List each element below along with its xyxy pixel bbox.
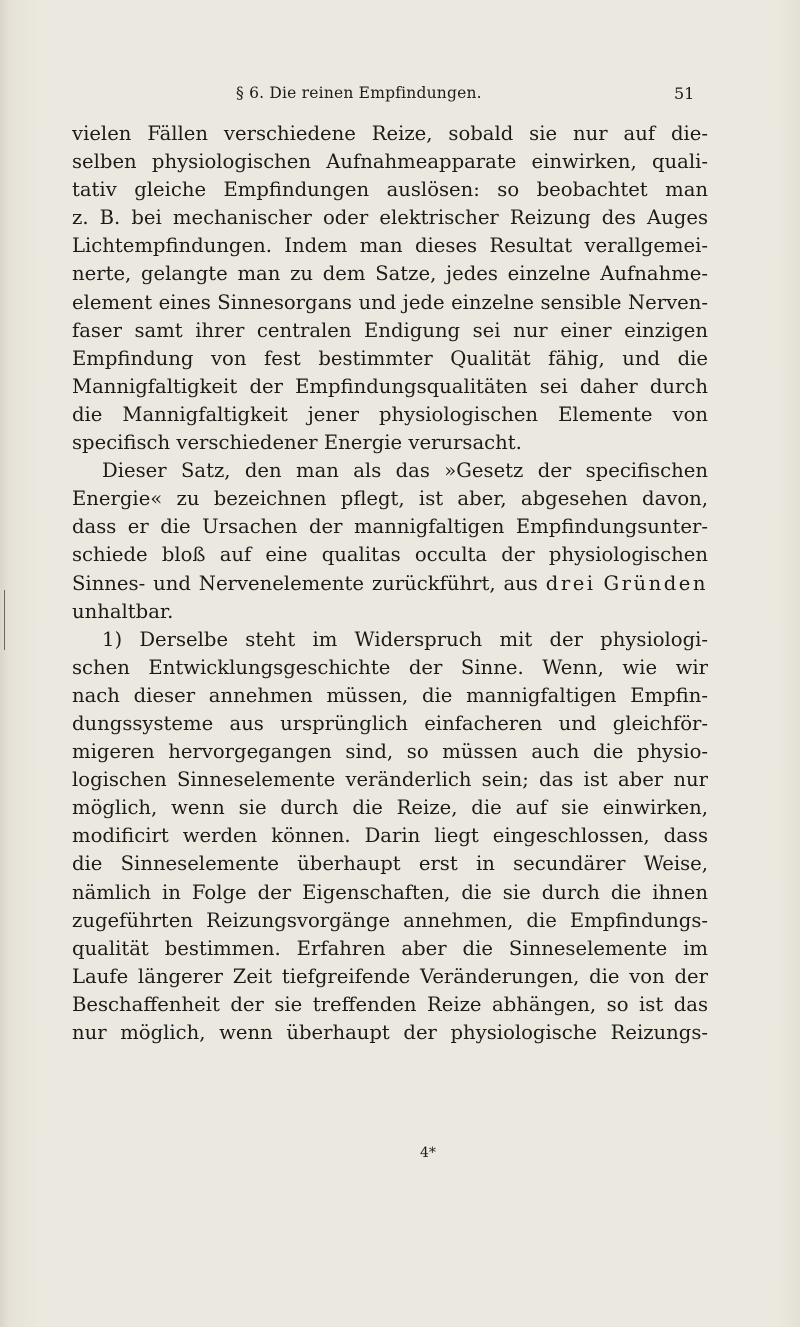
text-line: Empfindung von fest bestimmter Qualität fähig, und die (72, 346, 708, 370)
spaced-word: drei (545, 571, 596, 595)
text-line: die Sinneselemente überhaupt erst in secundärer Weise, (72, 852, 708, 876)
text-line: tativ gleiche Empfindungen auslösen: so beobachtet man (72, 178, 708, 202)
line-text: Sinnes- und Nervenelemente zurückführt, aus (72, 571, 538, 595)
text-line (72, 570, 708, 598)
running-header (0, 84, 800, 108)
text-line: dungssysteme aus ursprünglich einfacheren und gleichför- (72, 711, 708, 735)
text-line: vielen Fällen verschiedene Reize, sobald sie nur auf die- (72, 122, 708, 145)
text-line: migeren hervorgegangen sind, so müssen auch die physio- (72, 740, 708, 764)
text-line: unhaltbar. (72, 599, 174, 623)
text-line: modificirt werden können. Darin liegt eingeschlossen, dass (72, 824, 708, 848)
text-line: Laufe längerer Zeit tiefgreifende Veränderungen, die von der (72, 964, 708, 988)
page-number: 51 (674, 84, 695, 103)
margin-mark (4, 590, 5, 650)
text-line: Mannigfaltigkeit der Empfindungsqualitäten sei daher durch (72, 374, 708, 398)
text-line: z. B. bei mechanischer oder elektrischer Reizung des Auges (72, 206, 708, 230)
text-line: nerte, gelangte man zu dem Satze, jedes einzelne Aufnahme- (72, 262, 708, 286)
text-line: schen Entwicklungsgeschichte der Sinne. Wenn, wie wir (72, 655, 708, 679)
text-line: nämlich in Folge der Eigenschaften, die sie durch die ihnen (72, 880, 708, 904)
text-line: Energie« zu bezeichnen pflegt, ist aber, abgesehen davon, (72, 487, 708, 511)
text-line: Beschaffenheit der sie treffenden Reize abhängen, so ist das (72, 992, 708, 1016)
signature-mark: 4* (420, 1145, 436, 1161)
text-line: 1) Derselbe steht im Widerspruch mit der physiologi- (102, 627, 708, 651)
running-title: § 6. Die reinen Empfindungen. (236, 84, 482, 102)
text-line: logischen Sinneselemente veränderlich sein; das ist aber nur (72, 768, 708, 792)
text-line: faser samt ihrer centralen Endigung sei nur einer einzigen (72, 318, 708, 342)
text-line: dass er die Ursachen der mannigfaltigen Empfindungsunter- (72, 515, 708, 539)
text-line: Lichtempfindungen. Indem man dieses Resultat verallgemei- (72, 234, 708, 258)
text-line: nach dieser annehmen müssen, die mannigfaltigen Empfin- (72, 683, 708, 707)
text-line: element eines Sinnesorgans und jede einzelne sensible Nerven- (72, 290, 708, 314)
text-line: möglich, wenn sie durch die Reize, die auf sie einwirken, (72, 796, 708, 820)
text-line: Dieser Satz, den man als das »Gesetz der specifischen (102, 459, 708, 483)
spaced-word: Gründen (603, 571, 708, 595)
text-line: specifisch verschiedener Energie verursacht. (72, 431, 522, 455)
text-line: die Mannigfaltigkeit jener physiologischen Elemente von (72, 402, 708, 426)
text-line: qualität bestimmen. Erfahren aber die Sinneselemente im (72, 936, 708, 960)
body-text (72, 120, 708, 1047)
text-line: schiede bloß auf eine qualitas occulta der physiologischen (72, 543, 708, 567)
text-line: zugeführten Reizungsvorgänge annehmen, die Empfindungs- (72, 908, 708, 932)
text-line: selben physiologischen Aufnahmeapparate einwirken, quali- (72, 150, 708, 174)
text-line: nur möglich, wenn überhaupt der physiologische Reizungs- (72, 1021, 708, 1044)
